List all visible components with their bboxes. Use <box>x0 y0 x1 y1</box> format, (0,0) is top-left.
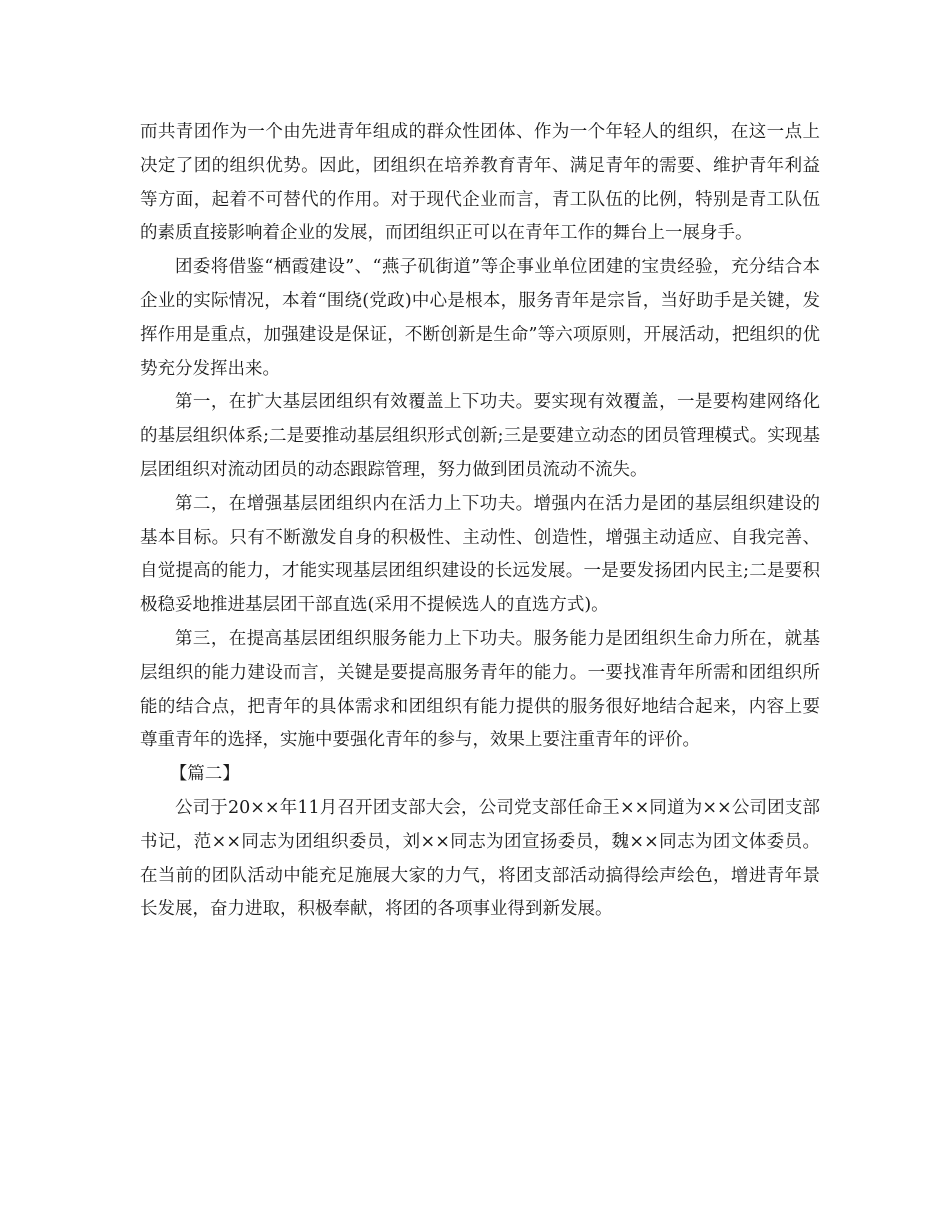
paragraph-2: 团委将借鉴“栖霞建设”、“燕子矶街道”等企事业单位团建的宝贵经验，充分结合本企业的实际情况，本着“围绕(党政)中心是根本，服务青年是宗旨，当好助手是关键，发挥作用是重点，加强建设是保证，不断创新是生命”等六项原则，开展活动，把组织的优势充分发挥出来。 <box>140 257 820 379</box>
paragraph-5: 第三，在提高基层团组织服务能力上下功夫。服务能力是团组织生命力所在，就基层组织的能力建设而言，关键是要提高服务青年的能力。一要找准青年所需和团组织所能的结合点，把青年的具体需求和团组织有能力提供的服务很好地结合起来，内容上要尊重青年的选择，实施中要强化青年的参与，效果上要注重青年的评价。 <box>140 628 820 751</box>
paragraph-3: 第一，在扩大基层团组织有效覆盖上下功夫。要实现有效覆盖，一是要构建网络化的基层组织体系;二是要推动基层组织形式创新;三是要建立动态的团员管理模式。实现基层团组织对流动团员的动态跟踪管理，努力做到团员流动不流失。 <box>140 392 820 480</box>
paragraph-1: 而共青团作为一个由先进青年组成的群众性团体、作为一个年轻人的组织，在这一点上决定了团的组织优势。因此，团组织在培养教育青年、满足青年的需要、维护青年利益等方面，起着不可替代的作用。对于现代企业而言，青工队伍的比例，特别是青工队伍的素质直接影响着企业的发展，而团组织正可以在青年工作的舞台上一展身手。 <box>140 122 820 244</box>
document-body <box>140 116 820 927</box>
paragraph-4: 第二，在增强基层团组织内在活力上下功夫。增强内在活力是团的基层组织建设的基本目标。只有不断激发自身的积极性、主动性、创造性，增强主动适应、自我完善、自觉提高的能力，才能实现基层团组织建设的长远发展。一是要发扬团内民主;二是要积极稳妥地推进基层团干部直选(采用不提候选人的直选方式)。 <box>140 493 820 616</box>
section-heading: 【篇二】 <box>169 764 240 785</box>
closing-paragraph: 公司于20××年11月召开团支部大会，公司党支部任命王××同道为××公司团支部书记，范××同志为团组织委员，刘××同志为团宣扬委员，魏××同志为团文体委员。在当前的团队活动中能充足施展大家的力气，将团支部活动搞得绘声绘色，增进青年景长发展，奋力进取，积极奉献，将团的各项事业得到新发展。 <box>140 797 820 920</box>
